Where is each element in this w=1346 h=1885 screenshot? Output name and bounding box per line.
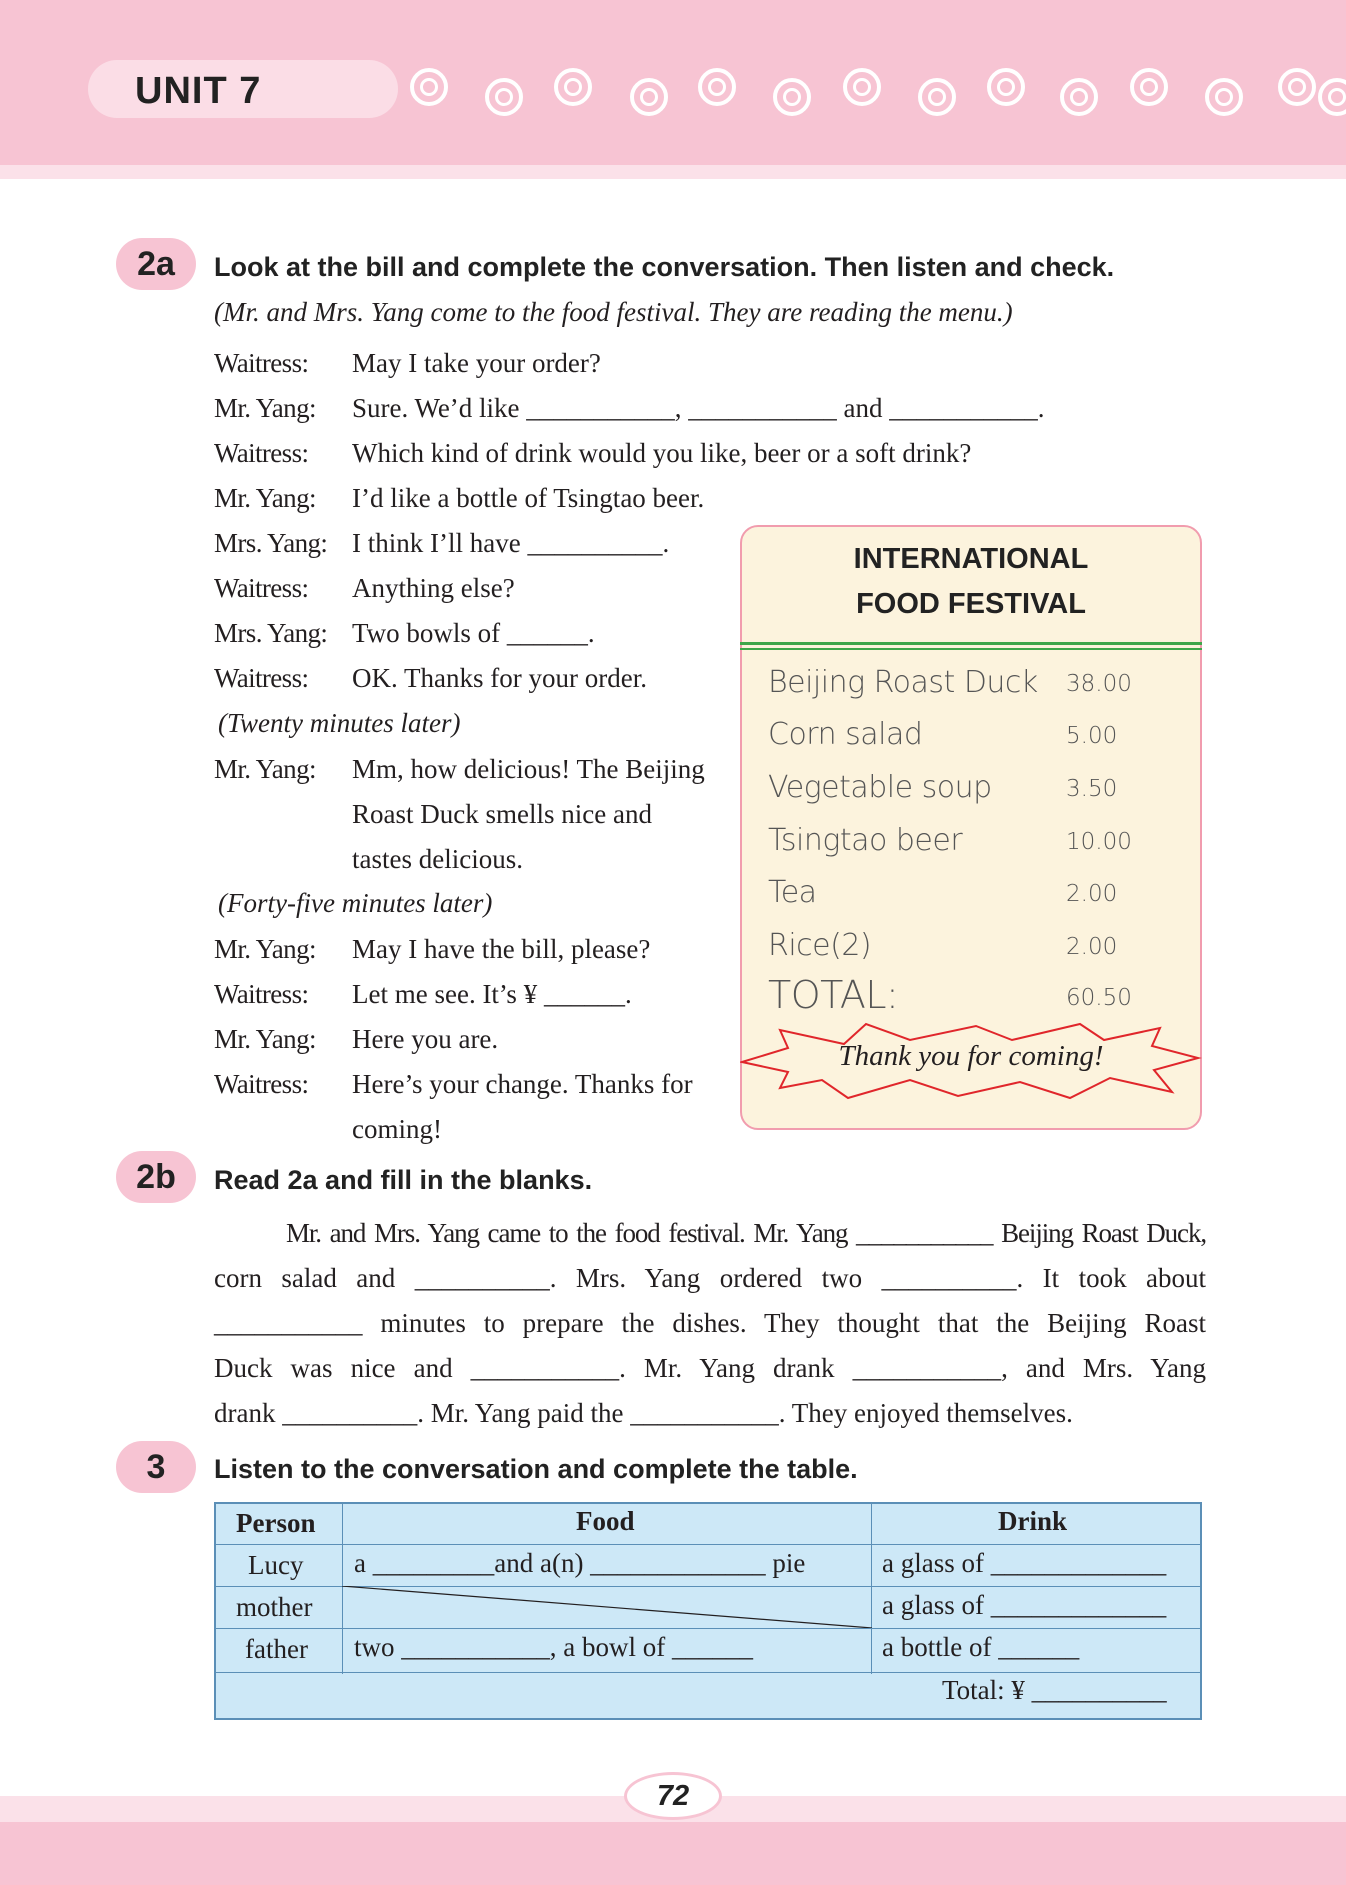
dialogue-text: Which kind of drink would you like, beer or a soft drink? (352, 438, 972, 468)
menu-item-price: 5.00 (1066, 723, 1118, 749)
speaker-label: Mr. Yang: (214, 393, 316, 423)
table-divider (214, 1672, 1202, 1673)
table-cell-person: father (245, 1634, 308, 1664)
mother-food-strike (342, 1586, 872, 1628)
menu-title-line2: FOOD FESTIVAL (856, 588, 1086, 620)
ring-ornament (1318, 78, 1346, 116)
menu-item-name: Rice(2) (768, 928, 872, 963)
dialogue-text: OK. Thanks for your order. (352, 663, 647, 693)
ring-ornament (485, 78, 523, 116)
footer-band (0, 1822, 1346, 1885)
stage-direction: (Forty-five minutes later) (218, 888, 493, 918)
thanks-message: Thank you for coming! (838, 1040, 1104, 1072)
table-header-drink: Drink (998, 1506, 1068, 1536)
speaker-label: Waitress: (214, 573, 309, 603)
dialogue-text: Two bowls of ______. (352, 618, 595, 648)
ring-ornament (1130, 68, 1168, 106)
instruction-2a: Look at the bill and complete the conversation. Then listen and check. (214, 252, 1115, 282)
table-cell-person: Lucy (248, 1550, 304, 1580)
stage-direction: (Twenty minutes later) (218, 708, 461, 738)
ring-ornament (987, 68, 1025, 106)
dialogue-text: Here you are. (352, 1024, 499, 1054)
speaker-label: Waitress: (214, 979, 309, 1009)
menu-item-price: 2.00 (1066, 934, 1118, 960)
ring-ornament (1060, 78, 1098, 116)
dialogue-text: Let me see. It’s ¥ ______. (352, 979, 632, 1009)
menu-item-name: Beijing Roast Duck (768, 665, 1038, 700)
speaker-label: Mr. Yang: (214, 483, 316, 513)
table-cell-food: a _________and a(n) _____________ pie (354, 1548, 806, 1578)
menu-item-name: Vegetable soup (768, 770, 992, 805)
table-divider (214, 1544, 1202, 1545)
paragraph-line: drank __________. Mr. Yang paid the ___________. They enjoyed themselves. (214, 1398, 1073, 1428)
dialogue-text: Sure. We’d like ___________, ___________ and ___________. (352, 393, 1045, 423)
section-badge-3: 3 (116, 1441, 196, 1493)
dialogue-text: Roast Duck smells nice and (352, 799, 652, 829)
table-total: Total: ¥ __________ (942, 1675, 1167, 1705)
table-cell-drink: a bottle of ______ (882, 1632, 1080, 1662)
header-stripe (0, 165, 1346, 179)
menu-item-name: Corn salad (768, 717, 923, 752)
menu-item-price: 10.00 (1066, 829, 1132, 855)
ring-ornament (773, 78, 811, 116)
paragraph-line: Duck was nice and ___________. Mr. Yang drank ___________, and Mrs. Yang (214, 1353, 1206, 1383)
menu-item-name: TOTAL: (768, 973, 899, 1017)
speaker-label: Mr. Yang: (214, 754, 316, 784)
ring-ornament (1205, 78, 1243, 116)
menu-divider (740, 642, 1202, 645)
ring-ornament (410, 68, 448, 106)
table-cell-drink: a glass of _____________ (882, 1590, 1167, 1620)
context-line: (Mr. and Mrs. Yang come to the food festival. They are reading the menu.) (214, 297, 1013, 327)
instruction-2b: Read 2a and fill in the blanks. (214, 1165, 593, 1195)
dialogue-text: Anything else? (352, 573, 515, 603)
speaker-label: Mr. Yang: (214, 934, 316, 964)
section-badge-2b: 2b (116, 1151, 196, 1203)
ring-ornament (630, 78, 668, 116)
ring-ornament (698, 68, 736, 106)
dialogue-text: May I have the bill, please? (352, 934, 651, 964)
unit-title: UNIT 7 (135, 70, 262, 112)
speaker-label: Mrs. Yang: (214, 618, 328, 648)
section-badge-2a: 2a (116, 238, 196, 290)
menu-item-price: 2.00 (1066, 881, 1118, 907)
dialogue-text: Mm, how delicious! The Beijing (352, 754, 705, 784)
ring-ornament (918, 78, 956, 116)
dialogue-text: Here’s your change. Thanks for (352, 1069, 693, 1099)
speaker-label: Waitress: (214, 438, 309, 468)
decorative-rings (0, 0, 1346, 140)
table-cell-person: mother (236, 1592, 313, 1622)
paragraph-line: corn salad and __________. Mrs. Yang ordered two __________. It took about (214, 1263, 1206, 1293)
speaker-label: Mr. Yang: (214, 1024, 316, 1054)
dialogue-text: I’d like a bottle of Tsingtao beer. (352, 483, 705, 513)
menu-item-price: 60.50 (1066, 985, 1132, 1011)
menu-item-name: Tea (768, 875, 817, 910)
ring-ornament (843, 68, 881, 106)
table-header-person: Person (236, 1508, 316, 1538)
dialogue-text: I think I’ll have __________. (352, 528, 670, 558)
table-cell-food: two ___________, a bowl of ______ (354, 1632, 753, 1662)
dialogue-text: tastes delicious. (352, 844, 523, 874)
menu-item-price: 38.00 (1066, 671, 1132, 697)
paragraph-line: ___________ minutes to prepare the dishes. They thought that the Beijing Roast (214, 1308, 1206, 1338)
instruction-3: Listen to the conversation and complete the table. (214, 1454, 858, 1484)
menu-divider (740, 648, 1202, 650)
speaker-label: Mrs. Yang: (214, 528, 328, 558)
dialogue-text: coming! (352, 1114, 442, 1144)
table-cell-drink: a glass of _____________ (882, 1548, 1167, 1578)
speaker-label: Waitress: (214, 348, 309, 378)
menu-item-price: 3.50 (1066, 776, 1118, 802)
menu-item-name: Tsingtao beer (768, 823, 963, 858)
speaker-label: Waitress: (214, 663, 309, 693)
table-divider (214, 1628, 1202, 1629)
table-header-food: Food (576, 1506, 635, 1536)
menu-title-line1: INTERNATIONAL (853, 543, 1089, 575)
ring-ornament (1278, 68, 1316, 106)
ring-ornament (554, 68, 592, 106)
paragraph-line: Mr. and Mrs. Yang came to the food festival. Mr. Yang ___________ Beijing Roast Duck, (286, 1218, 1206, 1248)
page-number: 72 (656, 1780, 690, 1812)
speaker-label: Waitress: (214, 1069, 309, 1099)
dialogue-text: May I take your order? (352, 348, 601, 378)
